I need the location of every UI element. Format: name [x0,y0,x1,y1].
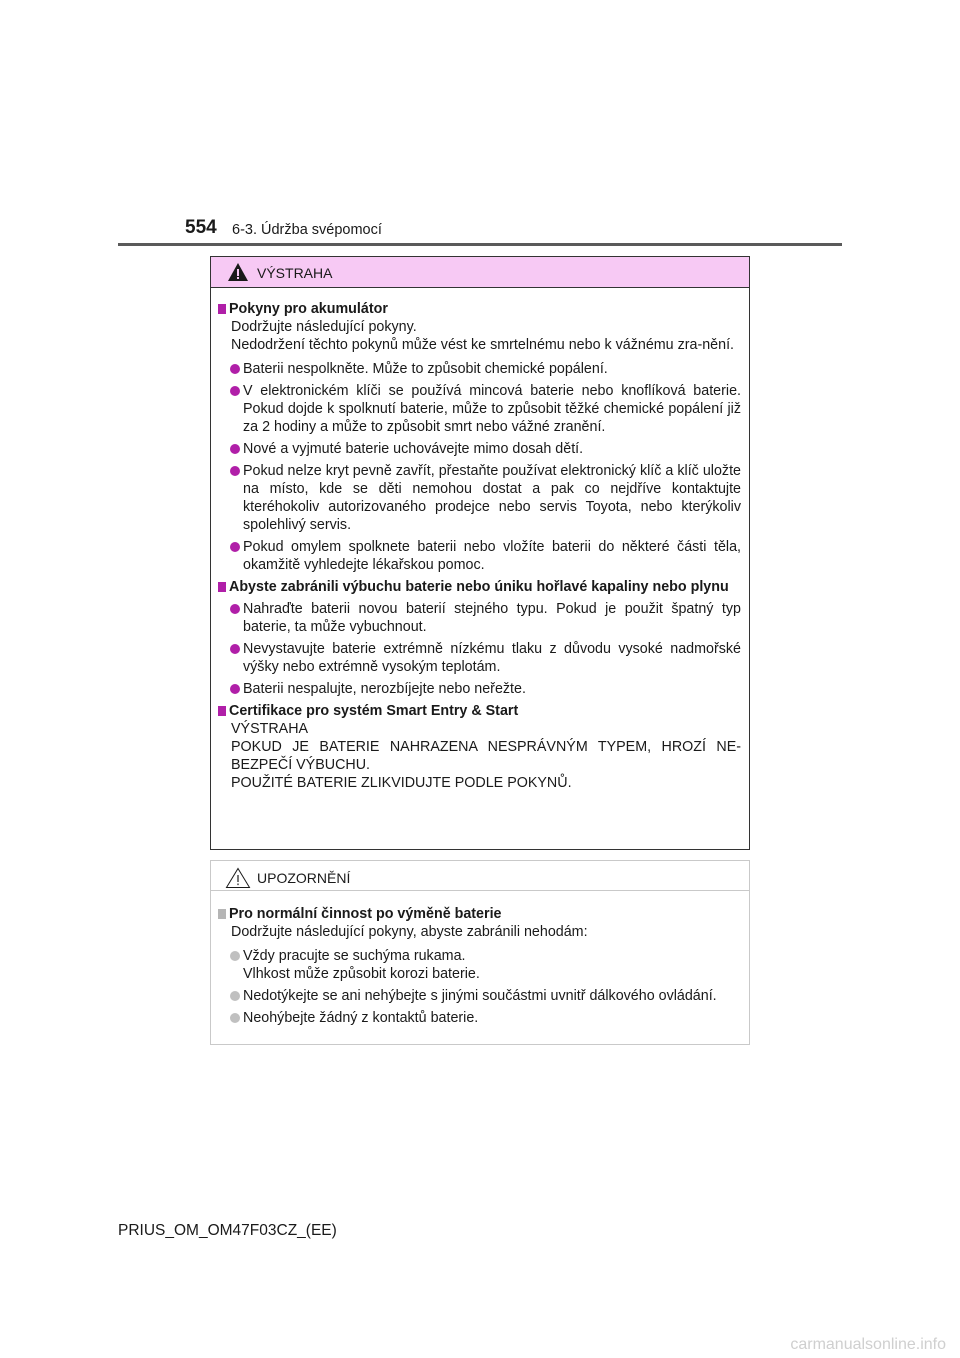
square-bullet-icon [218,909,226,919]
caution-body [211,891,749,1027]
caution-label: UPOZORNĚNÍ [257,870,351,886]
warning-box [210,256,750,850]
round-bullet-icon [230,684,240,694]
paragraph: POKUD JE BATERIE NAHRAZENA NESPRÁVNÝM TYPEM, HROZÍ NE-BEZPEČÍ VÝBUCHU. [231,739,741,773]
round-bullet-icon [230,991,240,1001]
caution-box [210,860,750,1045]
round-bullet-icon [230,644,240,654]
list-item: Neohýbejte žádný z kontaktů baterie. [218,1009,741,1027]
list-item: Baterii nespolkněte. Může to způsobit chemické popálení. [218,360,741,378]
round-bullet-icon [230,386,240,396]
round-bullet-icon [230,604,240,614]
warning-triangle-icon [227,262,249,282]
header-rule [118,243,842,246]
section-heading: Pro normální činnost po výměně baterie [218,905,741,923]
document-code: PRIUS_OM_OM47F03CZ_(EE) [118,1222,337,1239]
round-bullet-icon [230,951,240,961]
paragraph: POUŽITÉ BATERIE ZLIKVIDUJTE PODLE POKYNŮ. [231,775,572,791]
section-heading: Certifikace pro systém Smart Entry & Start [218,702,741,720]
warning-body [211,288,749,792]
paragraph: VÝSTRAHA [231,721,309,737]
paragraph: Nedodržení těchto pokynů může vést ke smrtelnému nebo k vážnému zra-nění. [231,337,735,353]
warning-label: VÝSTRAHA [257,265,333,281]
list-item: Vždy pracujte se suchýma rukama. Vlhkost může způsobit korozi baterie. [218,947,741,983]
list-item: Nevystavujte baterie extrémně nízkému tlaku z důvodu vysoké nadmořské výšky nebo extrémně vysokým teplotám. [218,640,741,676]
square-bullet-icon [218,304,226,314]
caution-header [211,861,749,891]
list-item: V elektronickém klíči se používá mincová baterie nebo knoflíková baterie. Pokud dojde k spolknutí baterie, může to způsobit těžké chemické popálení již za 2 hodiny a může to způsobit smrt nebo vážné zranění. [218,382,741,436]
square-bullet-icon [218,582,226,592]
round-bullet-icon [230,542,240,552]
list-item: Baterii nespalujte, nerozbíjejte nebo neřežte. [218,680,741,698]
section-title: 6-3. Údržba svépomocí [232,222,382,238]
paragraph: Dodržujte následující pokyny. [231,319,417,335]
list-item: Pokud nelze kryt pevně zavřít, přestaňte používat elektronický klíč a klíč uložte na místo, kde se děti nemohou dostat a pak co nejdříve kontaktujte kteréhokoliv autorizovaného prodejce nebo servis Toyota, nebo kterýkoliv spolehlivý servis. [218,462,741,534]
list-item: Pokud omylem spolknete baterii nebo vložíte baterii do některé části těla, okamžitě vyhledejte lékařskou pomoc. [218,538,741,574]
round-bullet-icon [230,444,240,454]
round-bullet-icon [230,364,240,374]
paragraph: Dodržujte následující pokyny, abyste zabránili nehodám: [231,924,588,940]
caution-triangle-icon [225,867,251,889]
list-item: Nové a vyjmuté baterie uchovávejte mimo dosah dětí. [218,440,741,458]
list-item: Nedotýkejte se ani nehýbejte s jinými součástmi uvnitř dálkového ovládání. [218,987,741,1005]
list-item: Nahraďte baterii novou baterií stejného typu. Pokud je použit špatný typ baterie, ta může vybuchnout. [218,600,741,636]
square-bullet-icon [218,706,226,716]
round-bullet-icon [230,466,240,476]
section-heading: Pokyny pro akumulátor [218,300,741,318]
section-heading: Abyste zabránili výbuchu baterie nebo úniku hořlavé kapaliny nebo plynu [218,578,741,596]
warning-header [211,257,749,288]
round-bullet-icon [230,1013,240,1023]
page-number: 554 [185,217,217,238]
watermark: carmanualsonline.info [790,1336,946,1353]
